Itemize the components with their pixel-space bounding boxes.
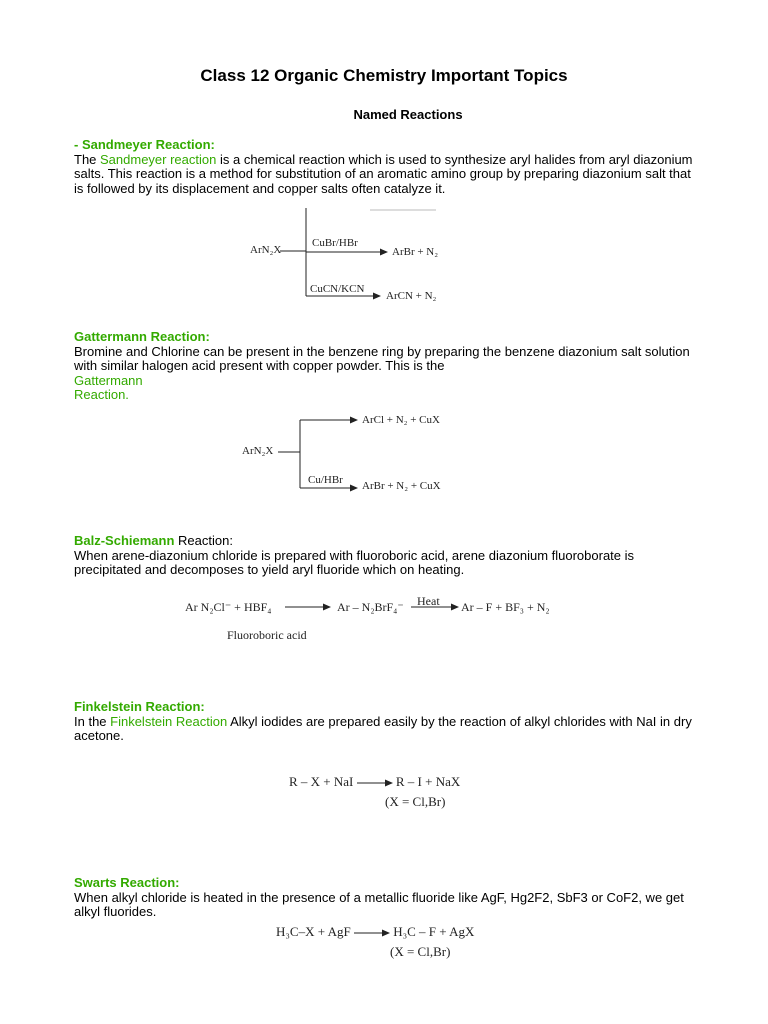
balz-left: Ar N₂Cl⁻ + HBF₄ — [185, 600, 272, 614]
balz-paragraph: When arene-diazonium chloride is prepared with fluoroboric acid, arene diazonium fluoroborate is precipitated and decomposes to yield aryl fluoride which on heating. — [74, 547, 635, 577]
sandmeyer-link[interactable]: Sandmeyer reaction — [100, 151, 217, 167]
balz-diagram — [185, 592, 565, 648]
gattermann-link-2[interactable]: Reaction. — [74, 387, 129, 402]
sandmeyer-heading: - Sandmeyer Reaction: — [74, 137, 215, 152]
sandmeyer-reagent-1: CuBr/HBr — [312, 237, 358, 249]
finkelstein-paragraph — [74, 715, 694, 744]
gattermann-heading: Gattermann Reaction: — [74, 329, 210, 344]
gattermann-diagram — [242, 412, 452, 494]
finkelstein-eq-right: R – I + NaX — [395, 774, 461, 789]
balz-note: Fluoroboric acid — [227, 628, 307, 642]
sandmeyer-diagram — [250, 206, 450, 306]
finkelstein-lead: In the — [74, 713, 111, 729]
swarts-eq-right: H₃C – F + AgX — [393, 924, 475, 939]
swarts-section — [74, 876, 694, 920]
finkelstein-eq-left: R – X + NaI — [289, 774, 354, 789]
sandmeyer-reagent-2: CuCN/KCN — [310, 283, 365, 295]
finkelstein-link[interactable]: Finkelstein Reaction — [110, 713, 228, 729]
gattermann-reagent-2: Cu/HBr — [308, 474, 343, 486]
swarts-eq-note: (X = Cl,Br) — [390, 944, 451, 959]
swarts-arrow — [354, 928, 390, 938]
sandmeyer-body: is a chemical reaction which is used to synthesize aryl halides from aryl diazonium salts. This reaction is a method for substitution of an aromatic amino group by preparing diazonium salt that is followed by its displacement and copper salts often catalyze it. — [74, 151, 693, 196]
gattermann-link-1[interactable]: Gattermann — [74, 372, 143, 388]
balz-heading: Balz-Schiemann — [74, 533, 175, 548]
balz-middle: Ar – N₂BrF₄⁻ — [337, 600, 404, 614]
gattermann-reactant: ArN₂X — [242, 445, 274, 457]
sandmeyer-product-1: ArBr + N₂ — [392, 246, 439, 258]
gattermann-paragraph: Bromine and Chlorine can be present in the benzene ring by preparing the benzene diazonium salt solution with similar halogen acid present with copper powder. This is the — [74, 343, 690, 373]
swarts-equation — [276, 924, 474, 940]
sandmeyer-paragraph — [74, 153, 694, 197]
page-title: Class 12 Organic Chemistry Important Topics — [200, 66, 568, 85]
finkelstein-arrow — [357, 778, 393, 788]
gattermann-product-2: ArBr + N₂ + CuX — [362, 480, 441, 492]
balz-right: Ar – F + BF₃ + N₂ — [461, 600, 550, 614]
swarts-eq-left: H₃C–X + AgF — [276, 924, 351, 939]
gattermann-product-1: ArCl + N₂ + CuX — [362, 414, 440, 426]
sandmeyer-product-2: ArCN + N₂ — [386, 290, 437, 302]
balz-condition: Heat — [417, 594, 440, 608]
balz-section — [74, 534, 694, 578]
sandmeyer-reactant: ArN₂X — [250, 244, 282, 256]
sandmeyer-lead: The — [74, 151, 101, 167]
page-subtitle: Named Reactions — [353, 107, 463, 122]
finkelstein-heading: Finkelstein Reaction: — [74, 699, 205, 714]
swarts-heading: Swarts Reaction: — [74, 875, 180, 890]
gattermann-section — [74, 330, 694, 403]
finkelstein-body: Alkyl iodides are prepared easily by the reaction of alkyl chlorides with NaI in dry acetone. — [74, 713, 692, 743]
balz-heading-rest: Reaction: — [174, 533, 233, 548]
balz-heading-line — [74, 534, 694, 549]
swarts-paragraph: When alkyl chloride is heated in the presence of a metallic fluoride like AgF, Hg2F2, SbF3 or CoF2, we get alkyl fluorides. — [74, 889, 684, 919]
sandmeyer-section — [74, 138, 694, 196]
finkelstein-equation — [289, 774, 460, 790]
finkelstein-section — [74, 700, 694, 744]
finkelstein-eq-note: (X = Cl,Br) — [385, 794, 446, 809]
